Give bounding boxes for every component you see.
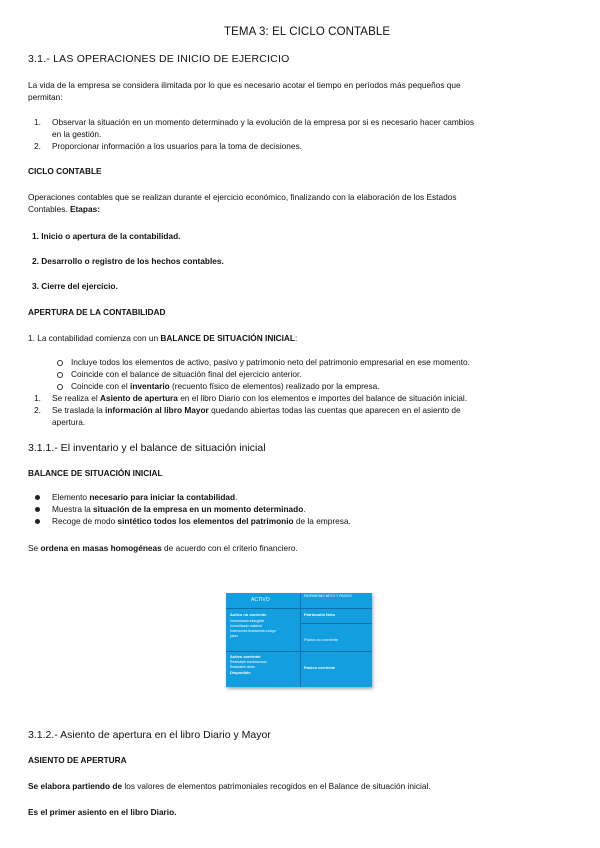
apertura-heading: APERTURA DE LA CONTABILIDAD — [28, 307, 166, 317]
anc-line-3: Inversiones financieras a largo — [230, 629, 276, 633]
balance-subheading: BALANCE DE SITUACIÓN INICIAL — [28, 468, 163, 478]
list-item-2: Proporcionar información a los usuarios para la toma de decisiones. — [52, 141, 302, 151]
balance-bullet-3: Recoge de modo sintético todos los elementos del patrimonio de la empresa. — [52, 516, 351, 526]
ciclo-definition-line-1: Operaciones contables que se realizan durante el ejercicio económico, finalizando con la elaboración de los Estados — [28, 192, 457, 202]
ac-line-3: Disponible — [230, 670, 251, 675]
apertura-sub-3: Coincide con el inventario (recuento físico de elementos) realizado por la empresa. — [71, 381, 380, 391]
balance-sheet-image — [226, 593, 372, 687]
list-number: 1. — [34, 393, 41, 403]
section-heading-3-1-1: 3.1.1.- El inventario y el balance de situación inicial — [28, 442, 266, 454]
asiento-paragraph-1: Se elabora partiendo de los valores de elementos patrimoniales recogidos en el Balance de situación inicial. — [28, 781, 431, 791]
circle-bullet — [57, 384, 63, 390]
apertura-sub-2: Coincide con el balance de situación final del ejercicio anterior. — [71, 369, 302, 379]
list-item-1-line-1: Observar la situación en un momento determinado y la evolución de la empresa por si es necesario hacer cambios — [52, 117, 474, 127]
anc-line-4: plazo — [230, 634, 239, 638]
activo-header: ACTIVO — [251, 597, 270, 603]
balance-right-divider-1 — [301, 623, 372, 624]
apertura-sub-1: Incluye todos los elementos de activo, pasivo y patrimonio neto del patrimonio empresarial en ese momento. — [71, 357, 470, 367]
list-item-1-line-2: en la gestión. — [52, 129, 102, 139]
anc-line-1: Inmovilizado intangible — [230, 619, 265, 623]
section-heading-3-1: 3.1.- LAS OPERACIONES DE INICIO DE EJERCICIO — [28, 53, 290, 65]
apertura-item-b-line-1: Se traslada la información al libro Mayor quedando abiertas todas las cuentas que aparecen en el asiento de — [52, 405, 461, 415]
list-number: 2. — [34, 405, 41, 415]
balance-header-divider — [226, 608, 372, 609]
pasivo-no-corriente-label: Pasivo no corriente — [304, 637, 339, 642]
pasivo-header: PATRIMONIO NETO Y PASIVO — [304, 594, 352, 598]
balance-bullet-2: Muestra la situación de la empresa en un momento determinado. — [52, 504, 306, 514]
balance-right-divider-2 — [301, 651, 372, 652]
pasivo-corriente-label: Pasivo corriente — [304, 665, 336, 670]
activo-no-corriente-title: Activo no corriente — [230, 612, 267, 617]
asiento-subheading: ASIENTO DE APERTURA — [28, 755, 127, 765]
list-number: 2. — [34, 141, 41, 151]
ordering-sentence: Se ordena en masas homogéneas de acuerdo con el criterio financiero. — [28, 543, 298, 553]
section-heading-3-1-2: 3.1.2.- Asiento de apertura en el libro Diario y Mayor — [28, 729, 271, 741]
asiento-paragraph-2: Es el primer asiento en el libro Diario. — [28, 807, 177, 817]
ciclo-heading: CICLO CONTABLE — [28, 166, 102, 176]
stage-2: 2. Desarrollo o registro de los hechos contables. — [32, 256, 224, 266]
intro-line-1: La vida de la empresa se considera ilimitada por lo que es necesario acotar el tiempo en períodos más pequeños que — [28, 80, 461, 90]
bullet-dot — [35, 495, 40, 500]
circle-bullet — [57, 372, 63, 378]
apertura-item-1: 1. La contabilidad comienza con un BALANCE DE SITUACIÓN INICIAL: — [28, 333, 298, 343]
activo-corriente-title: Activo corriente — [230, 654, 261, 659]
patrimonio-neto-label: Patrimonio Neto — [304, 612, 335, 617]
bullet-dot — [35, 519, 40, 524]
ac-line-2: Realizable cierto — [230, 665, 256, 669]
document-title: TEMA 3: EL CICLO CONTABLE — [224, 26, 391, 38]
ac-line-1: Realizable condicionado — [230, 660, 267, 664]
bullet-dot — [35, 507, 40, 512]
intro-line-2: permitan: — [28, 92, 63, 102]
circle-bullet — [57, 360, 63, 366]
apertura-item-a: Se realiza el Asiento de apertura en el libro Diario con los elementos e importes del balance de situación inicial. — [52, 393, 468, 403]
stage-1: 1. Inicio o apertura de la contabilidad. — [32, 231, 181, 241]
balance-bullet-1: Elemento necesario para iniciar la contabilidad. — [52, 492, 238, 502]
stage-3: 3. Cierre del ejercicio. — [32, 281, 118, 291]
ciclo-definition-line-2: Contables. Etapas: — [28, 204, 100, 214]
apertura-item-b-line-2: apertura. — [52, 417, 86, 427]
anc-line-2: Inmovilizado material — [230, 624, 262, 628]
balance-left-divider — [226, 651, 300, 652]
list-number: 1. — [34, 117, 41, 127]
